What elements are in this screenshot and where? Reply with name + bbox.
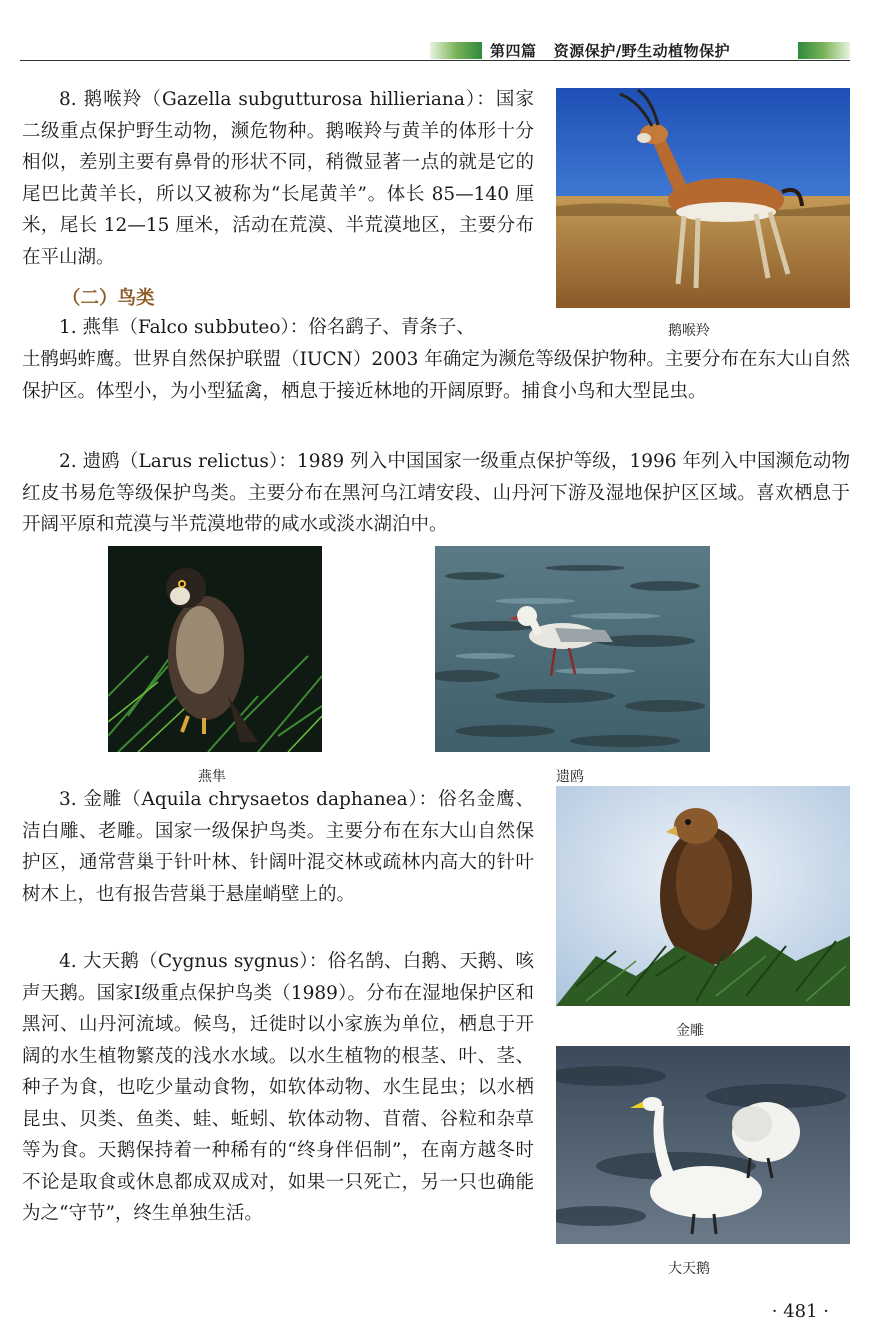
paragraph-hobby: 土鹘蚂蚱鹰。世界自然保护联盟（IUCN）2003 年确定为濒危等级保护物种。主要分布在东大山自然保护区。体型小，为小型猛禽，栖息于接近林地的开阔原野。捕食小鸟和大型昆虫。 [22, 349, 850, 402]
paragraph-hobby-line1: 1. 燕隼（Falco subbuteo）：俗名鹞子、青条子、 [59, 317, 475, 338]
section-title-birds: （二）鸟类 [62, 288, 155, 309]
swan-photo [556, 1046, 850, 1244]
running-header [430, 40, 850, 60]
swan-caption: 大天鹅 [668, 1261, 710, 1277]
paragraph-gazelle: 8. 鹅喉羚（Gazella subgutturosa hillieriana）：国家二级重点保护野生动物，濒危物种。鹅喉羚与黄羊的体形十分相似，差别主要有鼻骨的形状不同，稍微显著一点的就是它的尾巴比黄羊长，所以又被称为“长尾黄羊”。体长 85—140 厘米，尾长 12—15 厘米，活动在荒漠、半荒漠地区，主要分布在平山湖。 [22, 89, 534, 268]
paragraph-gull: 2. 遗鸥（Larus relictus）：1989 列入中国国家一级重点保护等级，1996 年列入中国濒危动物红皮书易危等级保护鸟类。主要分布在黑河乌江靖安段、山丹河下游及湿地保护区区域。喜欢栖息于开阔平原和荒漠与半荒漠地带的咸水或淡水湖泊中。 [22, 451, 850, 535]
gazelle-caption: 鹅喉羚 [668, 323, 710, 339]
eagle-photo [556, 786, 850, 1006]
page-number: · 481 · [771, 1301, 829, 1322]
header-section: 资源保护/野生动植物保护 [553, 42, 731, 60]
header-decor-bar-left [430, 42, 482, 59]
paragraph-eagle: 3. 金雕（Aquila chrysaetos daphanea）：俗名金鹰、洁白雕、老雕。国家一级保护鸟类。主要分布在东大山自然保护区，通常营巢于针叶林、针阔叶混交林或疏林内高大的针叶树木上，也有报告营巢于悬崖峭壁上的。 [22, 789, 534, 905]
header-rule [20, 60, 850, 61]
hobby-caption: 燕隼 [198, 769, 226, 785]
hobby-photo [108, 546, 322, 752]
gull-caption: 遗鸥 [556, 769, 584, 785]
header-title [490, 40, 730, 61]
paragraph-swan: 4. 大天鹅（Cygnus sygnus）：俗名鹄、白鹅、天鹅、咳声天鹅。国家Ⅰ级重点保护鸟类（1989）。分布在湿地保护区和黑河、山丹河流域。候鸟，迁徙时以小家族为单位，栖息于开阔的水生植物繁茂的浅水水域。以水生植物的根茎、叶、茎、种子为食，也吃少量动食物，如软体动物、水生昆虫；以水栖昆虫、贝类、鱼类、蛙、蚯蚓、软体动物、苜蓿、谷粒和杂草等为食。天鹅保持着一种稀有的“终身伴侣制”，在南方越冬时不论是取食或休息都成双成对，如果一只死亡，另一只也确能为之“守节”，终生单独生活。 [22, 951, 534, 1224]
gazelle-photo [556, 88, 850, 308]
gull-photo [435, 546, 710, 752]
header-chapter: 第四篇 [490, 42, 537, 60]
header-decor-bar-right [798, 42, 850, 59]
eagle-caption: 金雕 [676, 1023, 704, 1039]
